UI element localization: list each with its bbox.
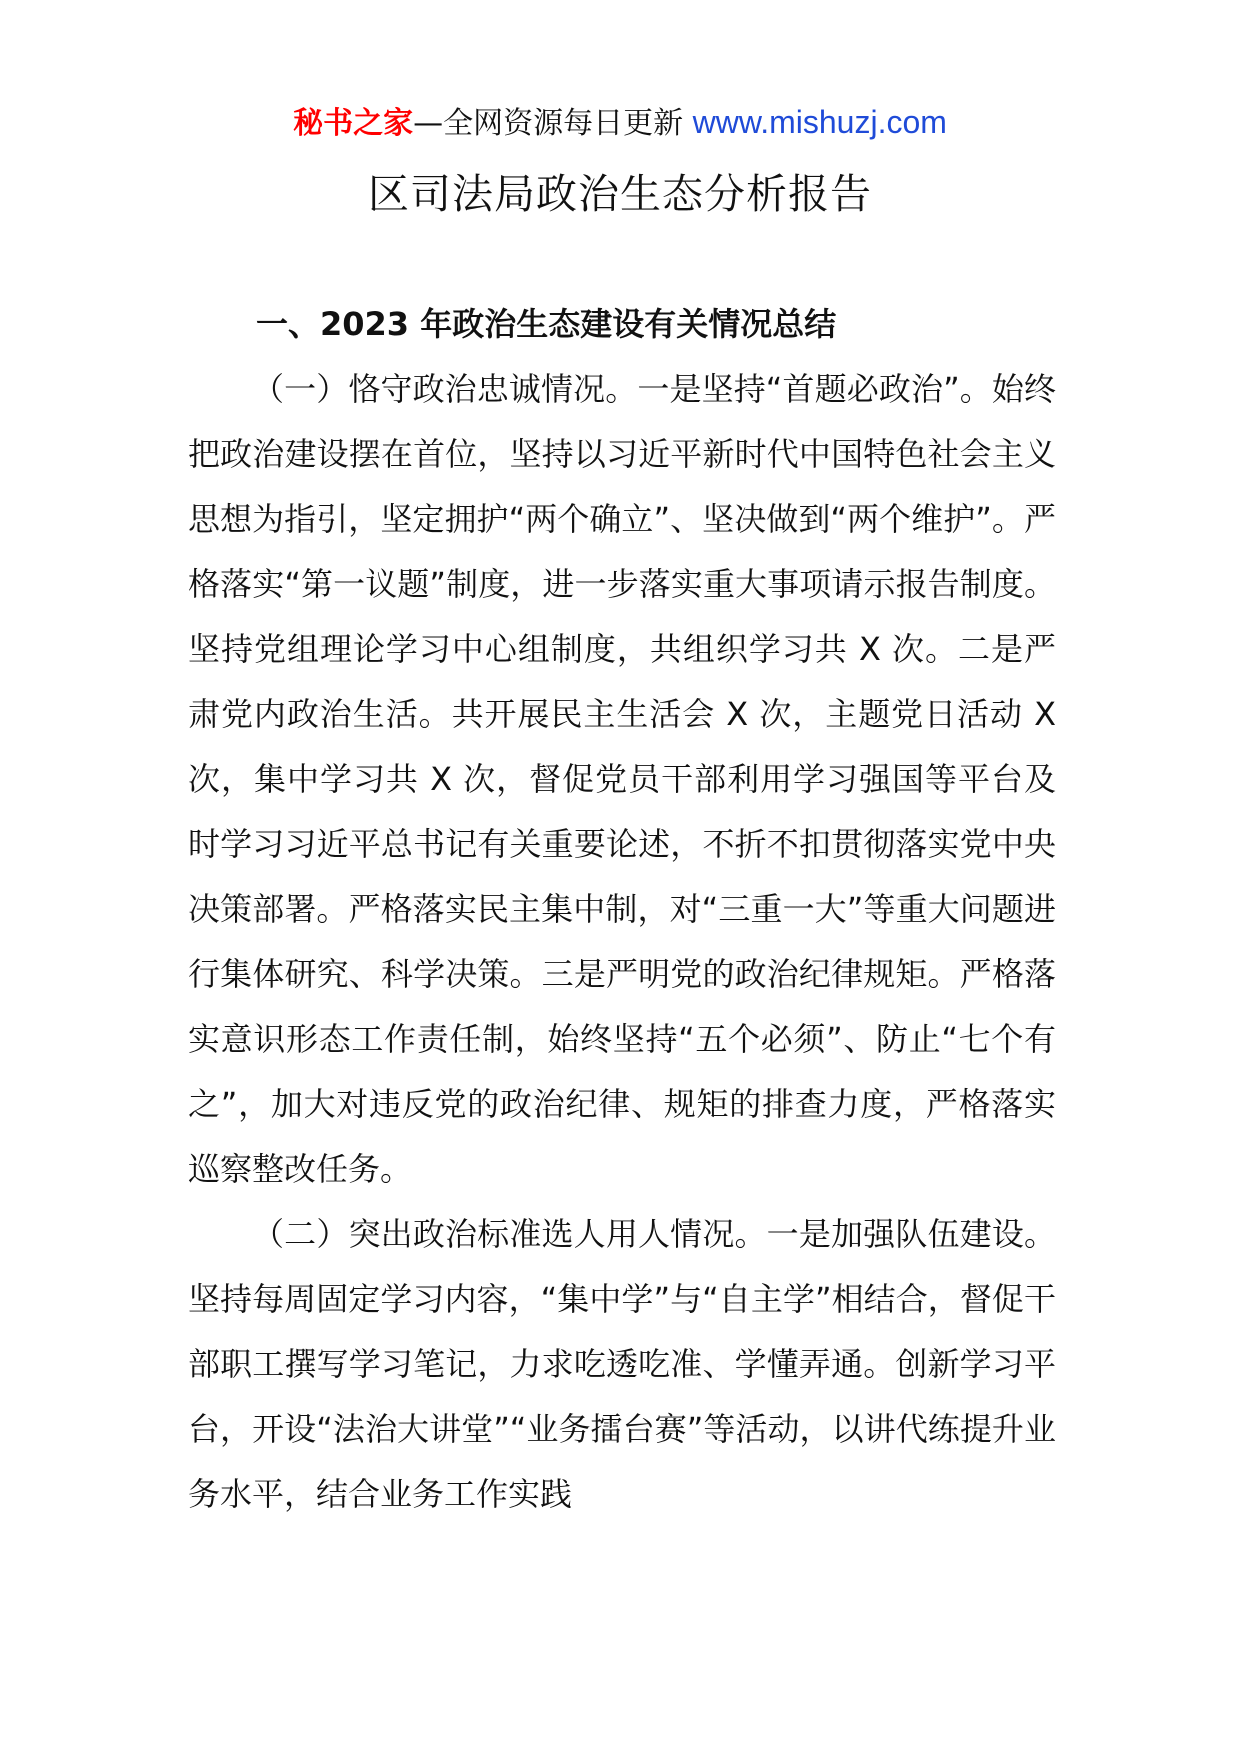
- document-body: [188, 292, 1056, 1527]
- brand-url-link[interactable]: www.mishuzj.com: [692, 104, 947, 140]
- paragraph-political-loyalty: （一）恪守政治忠诚情况。一是坚持“首题必政治”。始终把政治建设摆在首位，坚持以习近平新时代中国特色社会主义思想为指引，坚定拥护“两个确立”、坚决做到“两个维护”。严格落实“第一议题”制度，进一步落实重大事项请示报告制度。坚持党组理论学习中心组制度，共组织学习共 X 次。二是严肃党内政治生活。共开展民主生活会 X 次，主题党日活动 X 次，集中学习共 X 次，督促党员干部利用学习强国等平台及时学习习近平总书记有关重要论述，不折不扣贯彻落实党中央决策部署。严格落实民主集中制，对“三重一大”等重大问题进行集体研究、科学决策。三是严明党的政治纪律规矩。严格落实意识形态工作责任制，始终坚持“五个必须”、防止“七个有之”，加大对违反党的政治纪律、规矩的排查力度，严格落实巡察整改任务。: [188, 370, 1056, 1188]
- brand-tagline: —全网资源每日更新: [413, 106, 693, 141]
- document-title: 区司法局政治生态分析报告: [368, 170, 872, 218]
- section-heading: 一、2023 年政治生态建设有关情况总结: [256, 305, 837, 343]
- paragraph-personnel-selection: （二）突出政治标准选人用人情况。一是加强队伍建设。坚持每周固定学习内容，“集中学”与“自主学”相结合，督促干部职工撰写学习笔记，力求吃透吃准、学懂弄通。创新学习平台，开设“法治大讲堂”“业务擂台赛”等活动，以讲代练提升业务水平，结合业务工作实践: [188, 1215, 1056, 1513]
- brand-name: 秘书之家: [293, 106, 414, 141]
- site-watermark-header: [0, 100, 1240, 146]
